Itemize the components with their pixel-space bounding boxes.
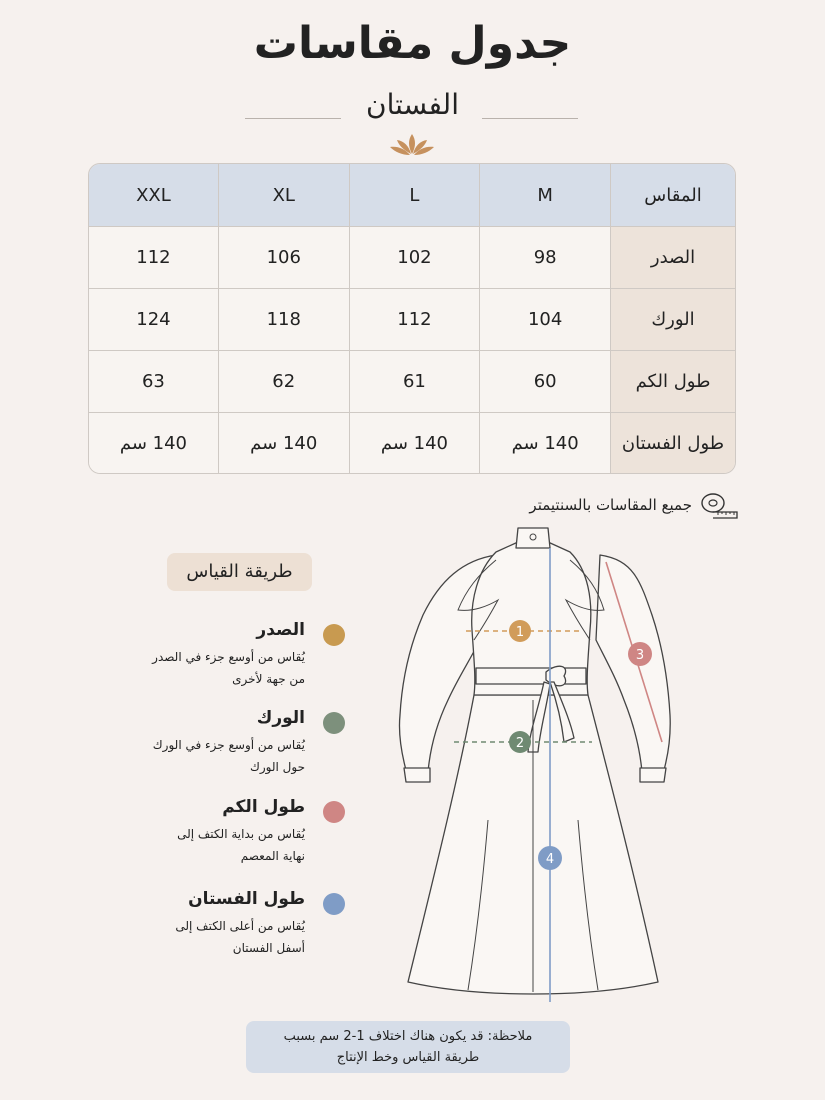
size-l: L: [349, 164, 480, 227]
method-item-desc-line: يُقاس من أوسع جزء في الصدر: [152, 650, 305, 664]
measuring-tape-icon: [700, 490, 740, 520]
method-item-desc-line: يُقاس من أوسع جزء في الورك: [152, 738, 305, 752]
table-row: [89, 289, 735, 351]
table-cell: 140 سم: [89, 413, 218, 473]
method-item-title: طول الكم: [222, 797, 305, 817]
table-cell: 112: [349, 289, 480, 351]
method-item-desc: [145, 646, 305, 690]
size-table: [88, 163, 736, 474]
chest-color-dot: [323, 624, 345, 646]
unit-note: [500, 490, 740, 520]
size-m: M: [479, 164, 610, 227]
table-cell: 61: [349, 351, 480, 413]
method-item-desc-line: نهاية المعصم: [240, 849, 305, 863]
subtitle-row: [0, 88, 825, 128]
table-cell: 140 سم: [479, 413, 610, 473]
method-item-title: الورك: [256, 708, 305, 728]
dress-diagram: [378, 520, 678, 1010]
page-subtitle: الفستان: [366, 88, 459, 121]
method-item-desc-line: من جهة لأخرى: [232, 672, 305, 686]
method-item-hip: [120, 708, 345, 778]
table-cell: 98: [479, 227, 610, 289]
size-xxl: XXL: [89, 164, 218, 227]
note-line: ملاحظة: قد يكون هناك اختلاف 1-2 سم بسبب: [283, 1029, 533, 1044]
table-cell: 62: [218, 351, 349, 413]
row-label: طول الفستان: [610, 413, 735, 473]
method-item-length: [120, 889, 345, 959]
divider-right: [482, 118, 578, 119]
row-label: الورك: [610, 289, 735, 351]
leaf-ornament-icon: [386, 132, 438, 158]
table-row: [89, 227, 735, 289]
method-item-desc-line: يُقاس من بداية الكتف إلى: [177, 827, 305, 841]
method-item-sleeve: [120, 797, 345, 867]
hip-color-dot: [323, 712, 345, 734]
size-xl: XL: [218, 164, 349, 227]
method-item-desc: [145, 915, 305, 959]
row-label: طول الكم: [610, 351, 735, 413]
page-title: جدول مقاسات: [253, 18, 572, 69]
table-cell: 112: [89, 227, 218, 289]
unit-note-text: جميع المقاسات بالسنتيمتر: [529, 496, 692, 514]
table-cell: 140 سم: [218, 413, 349, 473]
table-cell: 140 سم: [349, 413, 480, 473]
row-label: الصدر: [610, 227, 735, 289]
method-item-desc-line: حول الورك: [249, 760, 305, 774]
dress-outline: [399, 528, 670, 994]
table-cell: 60: [479, 351, 610, 413]
header-label: المقاس: [610, 164, 735, 227]
table-cell: 104: [479, 289, 610, 351]
table-header-row: [89, 164, 735, 227]
method-item-title: الصدر: [256, 620, 305, 640]
marker-1-label: 1: [515, 625, 525, 640]
table-row: [89, 413, 735, 473]
note-line: طريقة القياس وخط الإنتاج: [336, 1050, 480, 1065]
method-item-desc: [145, 734, 305, 778]
table-cell: 124: [89, 289, 218, 351]
sleeve-color-dot: [323, 801, 345, 823]
length-color-dot: [323, 893, 345, 915]
table-row: [89, 351, 735, 413]
note-box: [246, 1021, 570, 1073]
table-cell: 102: [349, 227, 480, 289]
marker-3-label: 3: [635, 648, 645, 663]
table-cell: 118: [218, 289, 349, 351]
method-item-desc-line: يُقاس من أعلى الكتف إلى: [175, 919, 305, 933]
method-item-desc-line: أسفل الفستان: [232, 941, 305, 955]
method-item-title: طول الفستان: [188, 889, 305, 909]
method-item-chest: [120, 620, 345, 690]
marker-4-label: 4: [545, 852, 555, 867]
table-cell: 106: [218, 227, 349, 289]
method-title: طريقة القياس: [167, 553, 312, 591]
method-item-desc: [145, 823, 305, 867]
marker-2-label: 2: [515, 736, 525, 751]
table-cell: 63: [89, 351, 218, 413]
